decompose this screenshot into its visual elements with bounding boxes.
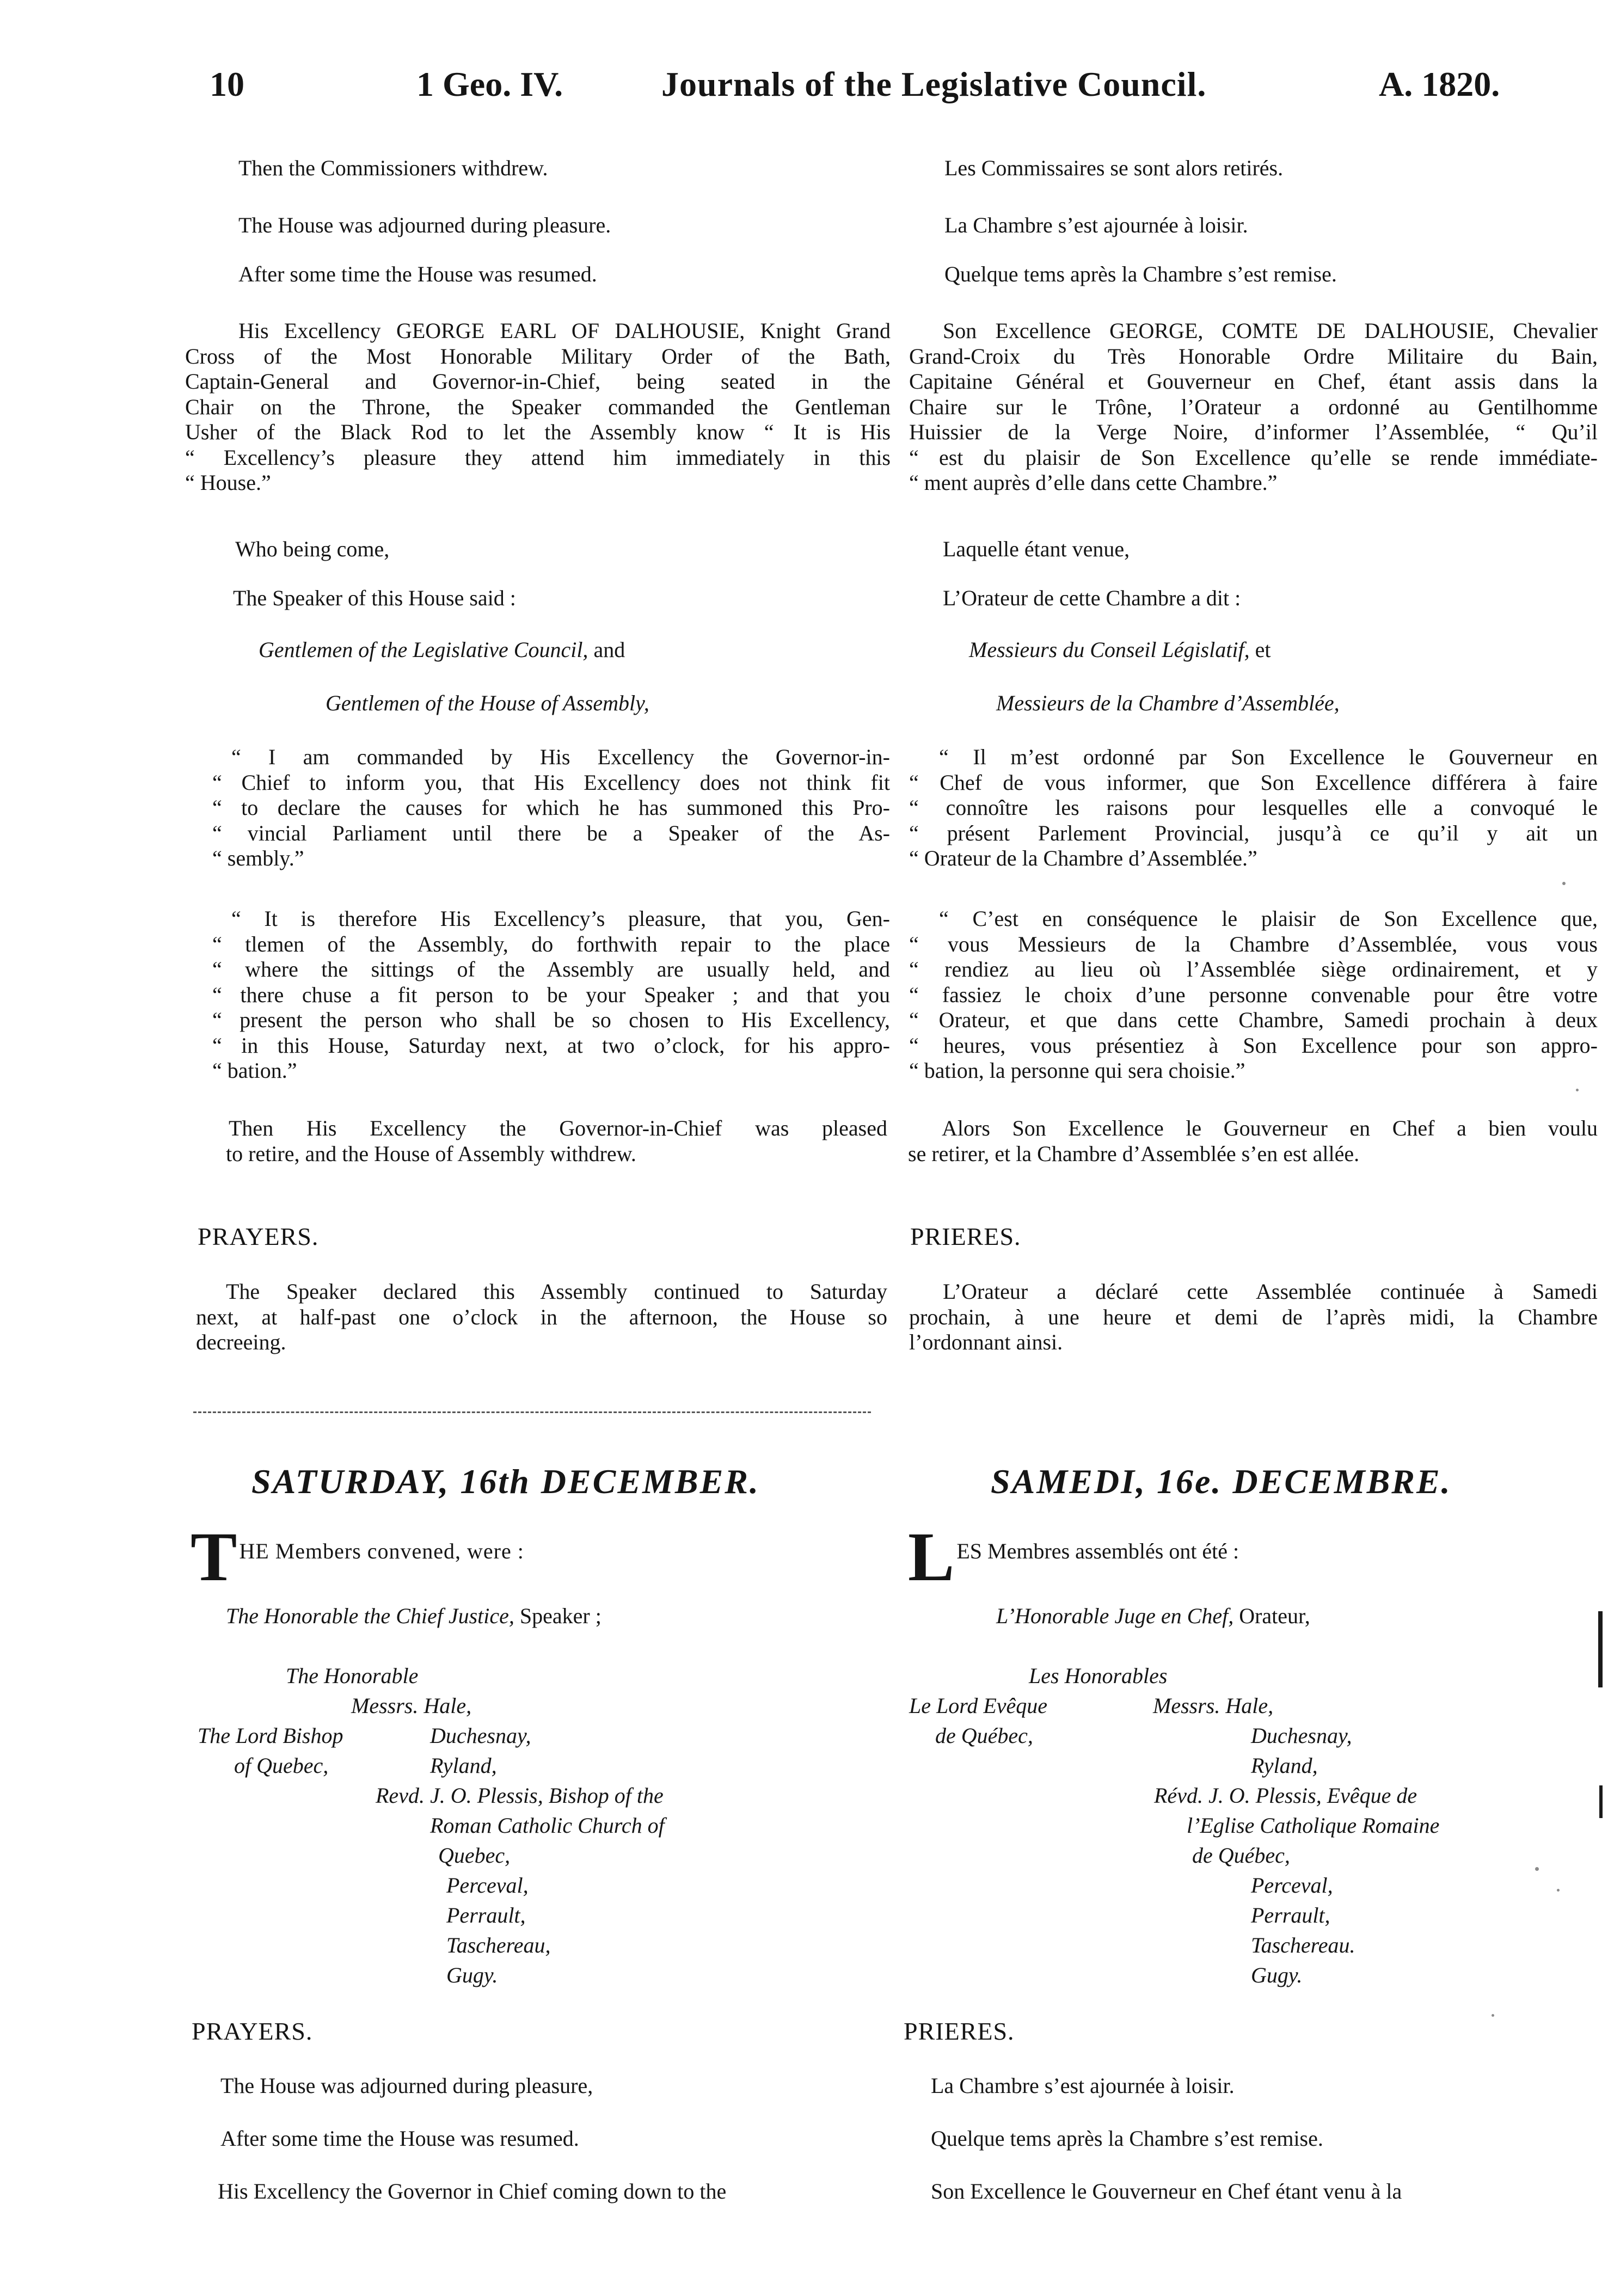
en-who-being-come: Who being come, [235, 537, 390, 561]
scan-edge-mark-small [1599, 1785, 1603, 1818]
fr-members-convened: LES Membres assemblés ont été : [908, 1518, 1239, 1595]
en-house-resumed: After some time the House was resumed. [238, 262, 597, 286]
en-prayers-heading-second: PRAYERS. [192, 2017, 313, 2045]
page-number: 10 [210, 65, 244, 103]
en-prayers-heading: PRAYERS. [198, 1223, 319, 1250]
scan-noise [1576, 1089, 1579, 1091]
fr-retire-paragraph: Alors Son Excellence le Gouverneur en Chef a bien voulu se retirer, et la Chambre d’Assemblée s’en est allée. [908, 1116, 1598, 1166]
en-speech-second: “ It is therefore His Excellency’s pleasure, that you, Gen- “ tlemen of the Assembly, do forthwith repair to the place “ where the sittings of the Assembly are usually held, and “ there chuse a fit person to be your Speaker ; and that you “ present the person who shall be so chosen to His Excellency, “ in this House, Saturday next, at two o’clock, for his appro- “ bation.” [212, 906, 890, 1083]
fr-who-being-come: Laquelle étant venue, [943, 537, 1130, 561]
en-house-resumed-second: After some time the House was resumed. [220, 2126, 579, 2151]
fr-speech-second: “ C’est en conséquence le plaisir de Son Excellence que, “ vous Messieurs de la Chambre d’Assemblée, vous vous “ rendiez au lieu où l’Assemblée siège ordinairement, et y “ fassiez le choix d’une personne convenable pour être votre “ Orateur, et que dans cette Chambre, Samedi prochain à deux “ heures, vous présentiez à Son Excellence pour son appro- “ bation, la personne qui sera choisie.” [909, 906, 1598, 1083]
journal-page: 10 1 Geo. IV. Journals of the Legislative Council. A. 1820. Then the Commissioners withdrew. The House was adjourned during pleasure. After some time the House was resumed. His Excellency GEORGE EARL OF DALHOUSIE, Knight Grand Cross of the Most Honorable Military Order of the Bath, Captain-General and Governor-in-Chief, being seated in the Chair on the Throne, the Speaker commanded the Gentleman Usher of the Black Rod to let the Assembly know “ It is His “ Excellency’s pleasure they attend him immediately in this “ House.” Who being come, The Speaker of this House said : Gentlemen of the Legislative Council, and Gentlemen of the House of Assembly, “ I am commanded by His Excellency the Governor-in- “ Chief to inform you, that His Excellency does not think fit “ to declare the causes for which he has summoned this Pro- “ vincial Parliament until there be a Speaker of the As- “ sembly.” “ It is therefore His Excellency’s pleasure, that you, Gen- “ tlemen of the Assembly, do forthwith repair to the place “ where the sittings of the Assembly are usually held, and “ there chuse a fit person to be your Speaker ; and that you “ present the person who shall be so chosen to His Excellency, “ in this House, Saturday next, at two o’clock, for his appro- “ bation.” Then His Excellency the Governor-in-Chief was pleased to retire, and the House of Assembly withdrew. PRAYERS. The Speaker declared this Assembly continued to Saturday next, at half-past one o’clock in the afternoon, the House so decreeing. SATURDAY, 16th DECEMBER. THE Members convened, were : The Honorable the Chief Justice, Speaker ; The Honorable Messrs. Hale, The Lord Bishop Duchesnay, of Quebec, Ryland, Revd. J. O. Plessis, Bishop of the Roman Catholic Church of Quebec, Perceval, Perrault, Taschereau, Gugy. PRAYERS. The House was adjourned during pleasure, After some time the House was resumed. His Excellency the Governor in Chief coming down to the Les Commissaires se sont alors retirés. La Chambre s’est ajournée à loisir. Quelque tems après la Chambre s’est remise. Son Excellence GEORGE, COMTE DE DALHOUSIE, Chevalier Grand-Croix du Très Honorable Ordre Militaire du Bain, Capitaine Général et Gouverneur en Chef, étant assis dans la Chaire sur le Trône, l’Orateur a ordonné au Gentilhomme Huissier de la Verge Noire, d’informer l’Assemblée, “ Qu’il “ est du plaisir de Son Excellence qu’elle se rende immédiate- “ ment auprès d’elle dans cette Chambre.” Laquelle étant venue, L’Orateur de cette Chambre a dit : Messieurs du Conseil Législatif, et Messieurs de la Chambre d’Assemblée, “ Il m’est ordonné par Son Excellence le Gouverneur en “ Chef de vous informer, que Son Excellence différera à faire “ connoître les raisons pour lesquelles elle a convoqué le “ présent Parlement Provincial, jusqu’à ce qu’il y ait un “ Orateur de la Chambre d’Assemblée.” “ C’est en conséquence le plaisir de Son Excellence que, “ vous Messieurs de la Chambre d’Assemblée, vous vous “ rendiez au lieu où l’Assemblée siège ordinairement, et y “ fassiez le choix d’une personne convenable pour être votre “ Orateur, et que dans cette Chambre, Samedi prochain à deux “ heures, vous présentiez à Son Excellence pour son appro- “ bation, la personne qui sera choisie.” Alors Son Excellence le Gouverneur en Chef a bien voulu se retirer, et la Chambre d’Assemblée s’en est allée. PRIERES. L’Orateur a déclaré cette Assemblée continuée à Samedi prochain, à une heure et demi de l’après midi, la Chambre l’ordonnant ainsi. SAMEDI, 16e. DECEMBRE. LES Membres assemblés ont été : L’Honorable Juge en Chef, Orateur, Les Honorables Le Lord Evêque Messrs. Hale, de Québec, Duchesnay, Ryland, Révd. J. O. Plessis, Evêque de l’Eglise Catholique Romaine de Québec, Perceval, Perrault, Taschereau. Gugy. PRIERES. La Chambre s’est ajournée à loisir. Quelque tems après la Chambre s’est remise. Son Excellence le Gouverneur en Chef étant venu à la [0, 0, 1608, 2296]
fr-house-adjourned-second: La Chambre s’est ajournée à loisir. [931, 2073, 1235, 2098]
fr-speech-first: “ Il m’est ordonné par Son Excellence le Gouverneur en “ Chef de vous informer, que Son Excellence différera à faire “ connoître les raisons pour lesquelles elle a convoqué le “ présent Parlement Provincial, jusqu’à ce qu’il y ait un “ Orateur de la Chambre d’Assemblée.” [909, 745, 1598, 870]
en-house-adjourned: The House was adjourned during pleasure. [238, 213, 611, 237]
journal-year: A. 1820. [1379, 65, 1500, 103]
fr-speaker-said: L’Orateur de cette Chambre a dit : [943, 586, 1241, 610]
fr-day-heading: SAMEDI, 16e. DECEMBRE. [991, 1462, 1452, 1501]
fr-excellency-paragraph: Son Excellence GEORGE, COMTE DE DALHOUSIE, Chevalier Grand-Croix du Très Honorable Ordre Militaire du Bain, Capitaine Général et Gouverneur en Chef, étant assis dans la Chaire sur le Trône, l’Orateur a ordonné au Gentilhomme Huissier de la Verge Noire, d’informer l’Assemblée, “ Qu’il “ est du plaisir de Son Excellence qu’elle se rende immédiate- “ ment auprès d’elle dans cette Chambre.” [909, 318, 1598, 495]
fr-commissioners-withdrew: Les Commissaires se sont alors retirés. [944, 156, 1284, 180]
scan-noise [1562, 882, 1566, 885]
fr-chief-justice-line: L’Honorable Juge en Chef, Orateur, [996, 1604, 1310, 1628]
fr-house-resumed-second: Quelque tems après la Chambre s’est remise. [931, 2126, 1323, 2151]
en-speech-first: “ I am commanded by His Excellency the Governor-in- “ Chief to inform you, that His Excellency does not think fit “ to declare the causes for which he has summoned this Pro- “ vincial Parliament until there be a Speaker of the As- “ sembly.” [212, 745, 890, 870]
scan-noise [1557, 1889, 1560, 1892]
fr-gentlemen-assembly: Messieurs de la Chambre d’Assemblée, [996, 691, 1340, 715]
journal-title: Journals of the Legislative Council. [661, 65, 1207, 103]
fr-prayers-heading-second: PRIERES. [904, 2017, 1015, 2045]
fr-house-resumed: Quelque tems après la Chambre s’est remise. [944, 262, 1337, 286]
en-drop-cap: T [191, 1518, 237, 1595]
en-speaker-said: The Speaker of this House said : [233, 586, 516, 610]
fr-declared-paragraph: L’Orateur a déclaré cette Assemblée continuée à Samedi prochain, à une heure et demi de l’après midi, la Chambre l’ordonnant ainsi. [909, 1279, 1598, 1354]
en-last-line: His Excellency the Governor in Chief coming down to the [218, 2179, 727, 2203]
scan-noise [1492, 2014, 1494, 2017]
en-declared-paragraph: The Speaker declared this Assembly continued to Saturday next, at half-past one o’clock in the afternoon, the House so decreeing. [196, 1279, 887, 1354]
fr-prayers-heading: PRIERES. [910, 1223, 1021, 1250]
fr-house-adjourned: La Chambre s’est ajournée à loisir. [944, 213, 1248, 237]
session-label: 1 Geo. IV. [416, 65, 563, 103]
en-gentlemen-assembly: Gentlemen of the House of Assembly, [326, 691, 649, 715]
en-chief-justice-line: The Honorable the Chief Justice, Speaker ; [226, 1604, 602, 1628]
en-gentlemen-council: Gentlemen of the Legislative Council, and [259, 637, 625, 662]
en-excellency-paragraph: His Excellency GEORGE EARL OF DALHOUSIE, Knight Grand Cross of the Most Honorable Military Order of the Bath, Captain-General and Governor-in-Chief, being seated in the Chair on the Throne, the Speaker commanded the Gentleman Usher of the Black Rod to let the Assembly know “ It is His “ Excellency’s pleasure they attend him immediately in this “ House.” [185, 318, 891, 495]
scan-edge-mark [1598, 1611, 1603, 1687]
en-retire-paragraph: Then His Excellency the Governor-in-Chief was pleased to retire, and the House of Assembly withdrew. [226, 1116, 887, 1166]
section-divider [193, 1411, 871, 1413]
en-house-adjourned-second: The House was adjourned during pleasure, [220, 2073, 593, 2098]
scan-noise [1535, 1867, 1539, 1871]
en-day-heading: SATURDAY, 16th DECEMBER. [251, 1462, 760, 1501]
fr-last-line: Son Excellence le Gouverneur en Chef étant venu à la [931, 2179, 1402, 2203]
en-members-convened: THE Members convened, were : [191, 1518, 524, 1595]
fr-gentlemen-council: Messieurs du Conseil Législatif, et [969, 637, 1271, 662]
en-commissioners-withdrew: Then the Commissioners withdrew. [238, 156, 548, 180]
fr-drop-cap: L [908, 1518, 955, 1595]
